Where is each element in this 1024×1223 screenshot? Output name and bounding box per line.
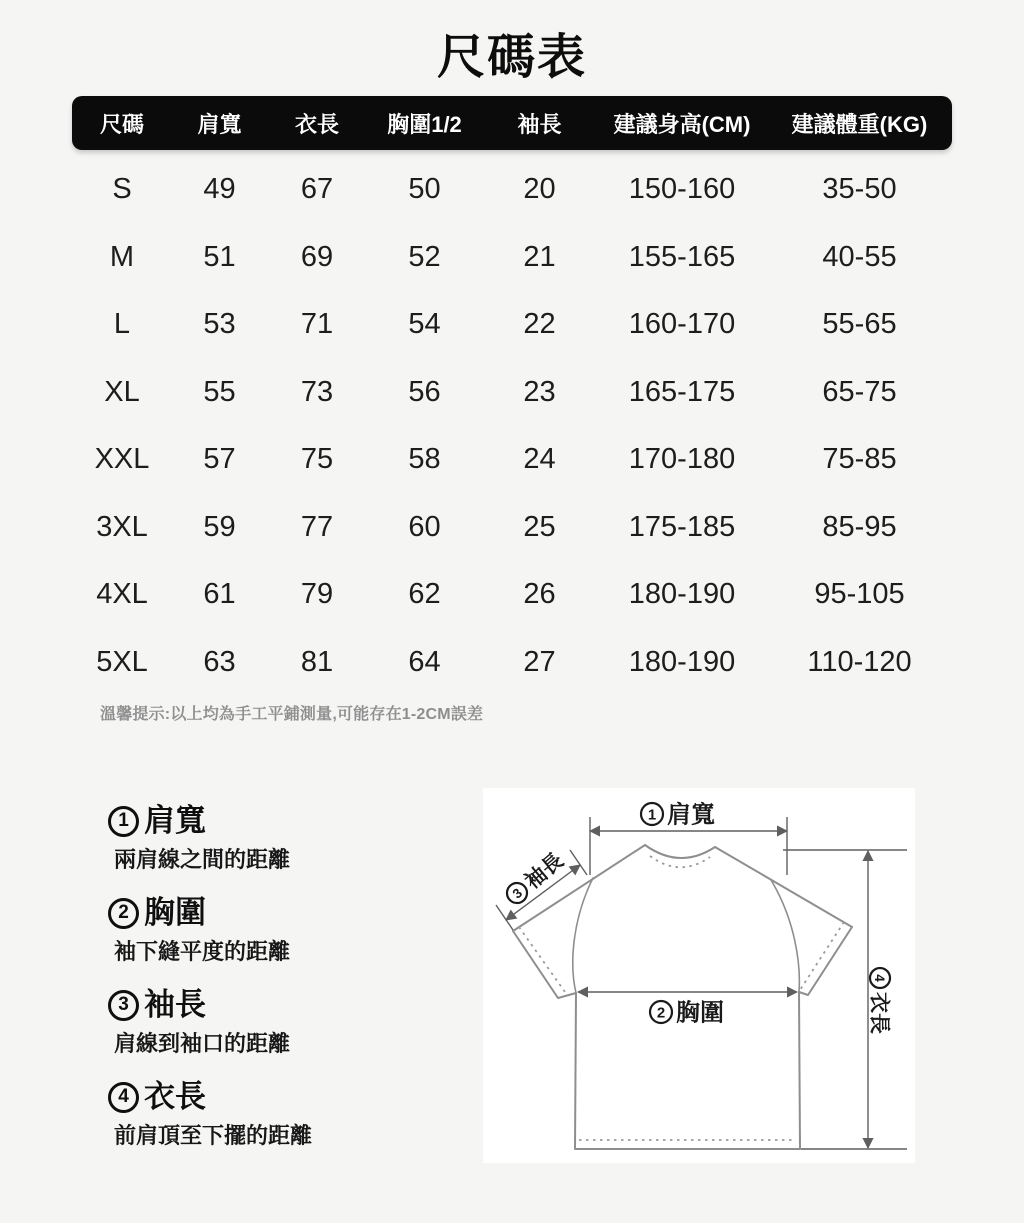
legend-item — [108, 1077, 478, 1151]
table-cell: 150-160 — [628, 173, 736, 206]
table-cell: S — [112, 173, 132, 206]
table-cell: 67 — [300, 173, 334, 206]
table-cell: 50 — [408, 173, 441, 206]
table-cell: XXL — [94, 443, 150, 476]
size-table — [72, 156, 952, 696]
svg-text:衣長: 衣長 — [867, 992, 891, 1034]
legend-desc: 肩線到袖口的距離 — [114, 1031, 291, 1056]
table-cell: 22 — [523, 308, 556, 341]
table-cell: 56 — [408, 375, 441, 408]
header-cell-sleeve: 袖長 — [517, 111, 562, 137]
legend — [108, 801, 478, 1169]
svg-text:胸圍: 胸圍 — [676, 999, 724, 1027]
table-cell: 55 — [203, 375, 236, 408]
table-cell: 25 — [523, 510, 556, 543]
table-cell: 23 — [523, 375, 556, 408]
table-cell: 55-65 — [822, 308, 897, 341]
legend-title-text: 袖長 — [144, 987, 206, 1022]
table-cell: 175-185 — [628, 510, 736, 543]
legend-item — [108, 985, 478, 1059]
table-cell: 20 — [523, 173, 556, 206]
header-cell-weight: 建議體重(KG) — [791, 111, 928, 137]
table-cell: L — [113, 308, 131, 341]
svg-text:4: 4 — [872, 974, 887, 982]
table-cell: 27 — [523, 645, 556, 678]
table-cell: XL — [104, 375, 140, 408]
circled-number: 1 — [108, 806, 139, 837]
legend-desc: 兩肩線之間的距離 — [114, 847, 291, 872]
table-cell: M — [109, 240, 135, 273]
table-cell: 4XL — [96, 578, 148, 611]
circled-number: 3 — [108, 990, 139, 1021]
table-cell: 77 — [300, 510, 334, 543]
legend-title-text: 胸圍 — [144, 895, 206, 930]
table-cell: 160-170 — [628, 308, 736, 341]
table-cell: 61 — [203, 578, 236, 611]
table-cell: 155-165 — [628, 240, 736, 273]
shoulder-dimension-label — [641, 801, 715, 829]
legend-title-text: 肩寬 — [144, 803, 206, 838]
legend-title — [108, 1077, 478, 1117]
tshirt-diagram-panel — [483, 788, 915, 1163]
table-cell: 73 — [300, 375, 334, 408]
table-cell: 59 — [203, 510, 236, 543]
header-cell-chest: 胸圍1/2 — [387, 111, 462, 137]
table-cell: 81 — [300, 645, 334, 678]
table-cell: 180-190 — [628, 578, 736, 611]
legend-title — [108, 801, 478, 841]
table-cell: 110-120 — [807, 645, 912, 678]
legend-title — [108, 893, 478, 933]
sleeve-dimension-label — [503, 849, 568, 909]
legend-item — [108, 801, 478, 875]
stitch-lines — [519, 856, 844, 1140]
svg-text:袖長: 袖長 — [520, 848, 568, 894]
page-title: 尺碼表 — [436, 31, 587, 84]
table-cell: 60 — [408, 510, 441, 543]
legend-desc: 前肩頂至下擺的距離 — [114, 1123, 313, 1148]
table-cell: 180-190 — [628, 645, 736, 678]
legend-item — [108, 893, 478, 967]
header-cell-length: 衣長 — [294, 111, 339, 137]
header-cell-height: 建議身高(CM) — [613, 111, 751, 137]
table-cell: 5XL — [96, 645, 148, 678]
tshirt-measurement-diagram — [483, 788, 915, 1163]
garment-length-dimension-label — [868, 968, 891, 1034]
table-cell: 71 — [300, 308, 334, 341]
table-cell: 75 — [300, 443, 334, 476]
svg-text:3: 3 — [509, 885, 526, 902]
table-cell: 52 — [408, 240, 441, 273]
table-cell: 65-75 — [822, 375, 897, 408]
header-cell-shoulder: 肩寬 — [197, 111, 242, 137]
svg-text:2: 2 — [656, 1004, 666, 1022]
table-cell: 69 — [300, 240, 334, 273]
table-cell: 54 — [408, 308, 441, 341]
chest-dimension-label — [650, 999, 724, 1027]
legend-title-text: 衣長 — [144, 1079, 206, 1114]
table-cell: 64 — [408, 645, 441, 678]
circled-number: 4 — [108, 1082, 139, 1113]
circled-number: 2 — [108, 898, 139, 929]
table-cell: 3XL — [96, 510, 148, 543]
table-cell: 170-180 — [628, 443, 736, 476]
legend-desc: 袖下縫平度的距離 — [114, 939, 291, 964]
header-cell-size: 尺碼 — [99, 111, 144, 137]
table-cell: 51 — [203, 240, 236, 273]
table-cell: 75-85 — [822, 443, 897, 476]
tshirt-outline — [513, 845, 852, 1149]
table-cell: 85-95 — [822, 510, 897, 543]
table-cell: 165-175 — [628, 375, 736, 408]
table-cell: 49 — [203, 173, 236, 206]
table-cell: 53 — [203, 308, 236, 341]
table-cell: 63 — [203, 645, 236, 678]
measurement-note: 溫馨提示:以上均為手工平鋪測量,可能存在1-2CM誤差 — [100, 706, 484, 723]
table-cell: 40-55 — [822, 240, 897, 273]
svg-text:1: 1 — [647, 806, 657, 824]
table-cell: 58 — [408, 443, 441, 476]
table-header — [72, 96, 952, 150]
table-cell: 95-105 — [814, 578, 905, 611]
table-cell: 79 — [300, 578, 334, 611]
legend-title — [108, 985, 478, 1025]
table-cell: 57 — [203, 443, 236, 476]
svg-text:肩寬: 肩寬 — [667, 801, 715, 829]
table-cell: 35-50 — [822, 173, 897, 206]
table-cell: 24 — [523, 443, 556, 476]
table-cell: 26 — [523, 578, 556, 611]
table-cell: 62 — [408, 578, 441, 611]
table-cell: 21 — [523, 240, 556, 273]
